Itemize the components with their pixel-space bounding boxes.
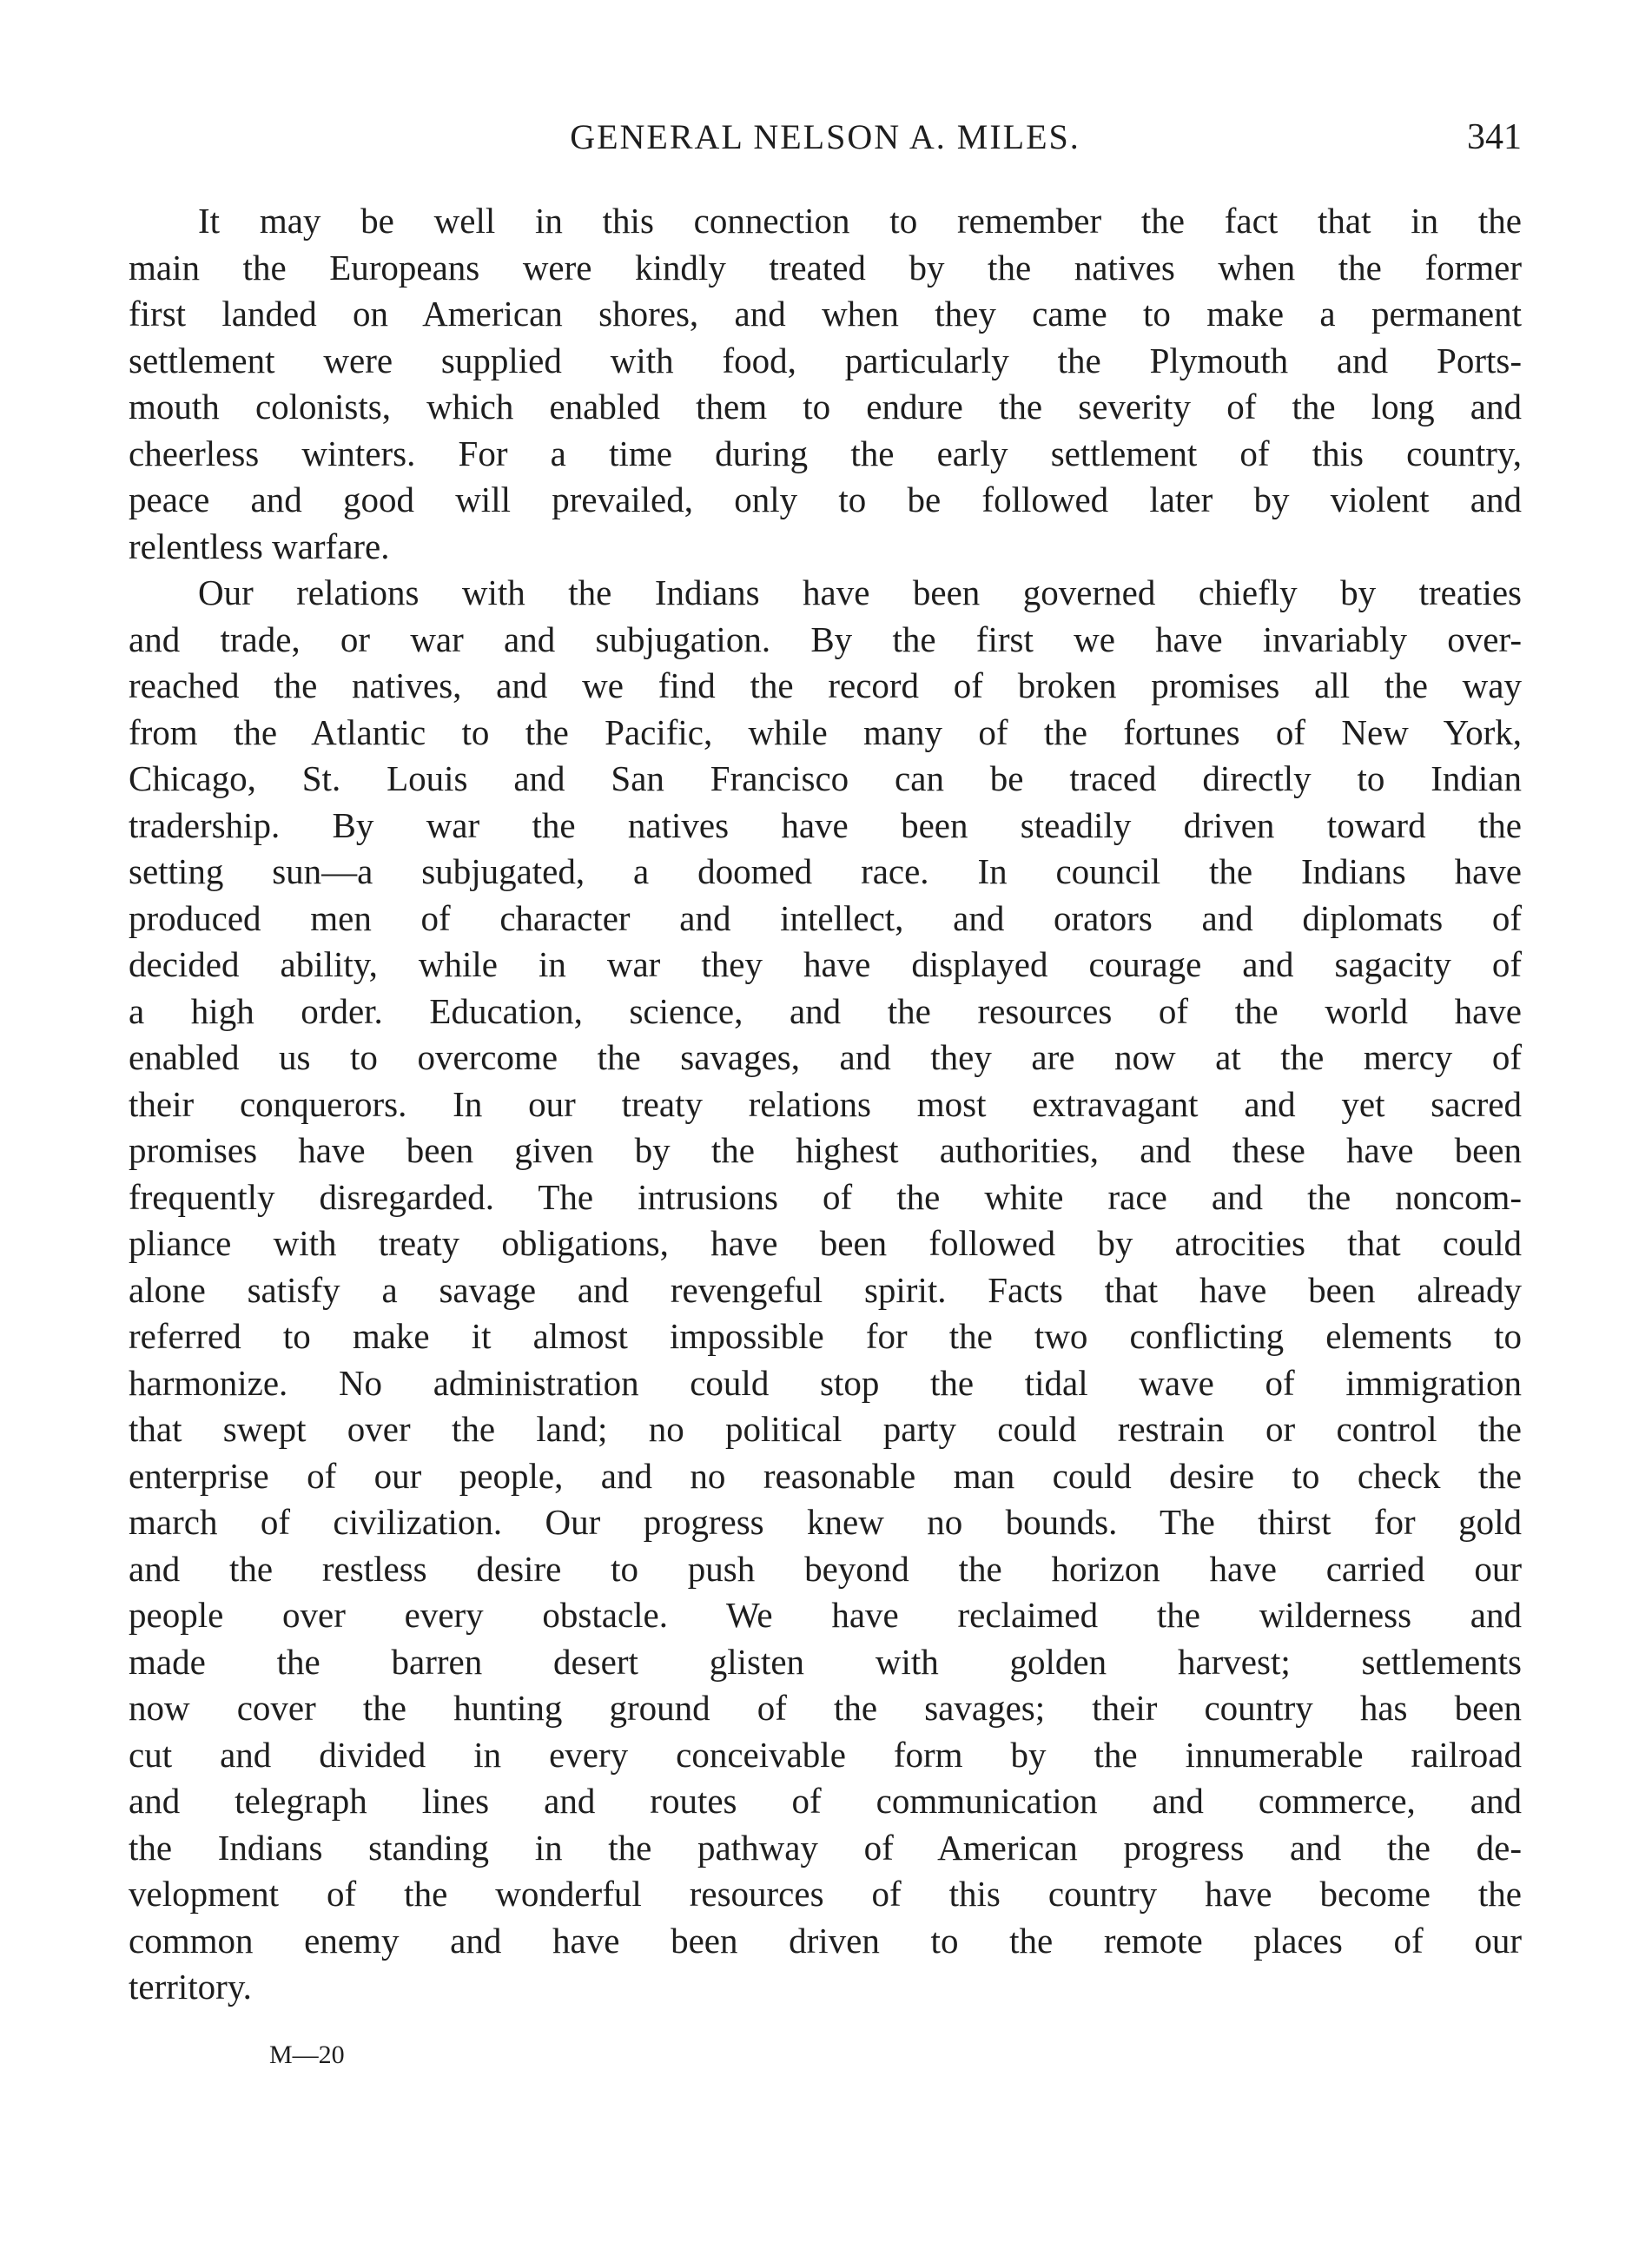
text-line: mouth colonists, which enabled them to endure the severity of the long and <box>129 387 1522 427</box>
text-line: velopment of the wonderful resources of this country have become the <box>129 1874 1522 1914</box>
text-line: decided ability, while in war they have displayed courage and sagacity of <box>129 944 1522 984</box>
text-line: reached the natives, and we find the record of broken promises all the way <box>129 665 1522 705</box>
text-line: pliance with treaty obligations, have been followed by atrocities that could <box>129 1223 1522 1263</box>
text-line: alone satisfy a savage and revengeful spirit. Facts that have been already <box>129 1269 1522 1310</box>
text-line: their conquerors. In our treaty relations most extravagant and yet sacred <box>129 1083 1522 1124</box>
text-line: from the Atlantic to the Pacific, while many of the fortunes of New York, <box>129 711 1522 752</box>
text-line: main the Europeans were kindly treated by the natives when the former <box>129 247 1522 288</box>
text-line: territory. <box>129 1967 252 2007</box>
text-line: peace and good will prevailed, only to be followed later by violent and <box>129 480 1522 519</box>
text-line: produced men of character and intellect, and orators and diplomats of <box>129 897 1522 938</box>
text-line: first landed on American shores, and when they came to make a permanent <box>129 294 1522 334</box>
body-text <box>129 198 1522 2011</box>
text-line: cut and divided in every conceivable form by the innumerable railroad <box>129 1734 1522 1775</box>
page-number: 341 <box>1467 117 1522 157</box>
text-line: and telegraph lines and routes of communication and commerce, and <box>129 1781 1522 1821</box>
text-line: referred to make it almost impossible for the two conflicting elements to <box>129 1316 1522 1356</box>
text-line: the Indians standing in the pathway of American progress and the de- <box>129 1827 1522 1868</box>
text-line: people over every obstacle. We have reclaimed the wilderness and <box>129 1595 1522 1635</box>
text-line: harmonize. No administration could stop the tidal wave of immigration <box>129 1362 1522 1403</box>
text-line: and the restless desire to push beyond the horizon have carried our <box>129 1548 1522 1589</box>
text-line: that swept over the land; no political party could restrain or control the <box>129 1409 1522 1449</box>
text-line: a high order. Education, science, and the resources of the world have <box>129 990 1522 1031</box>
text-line: Chicago, St. Louis and San Francisco can be traced directly to Indian <box>129 758 1522 798</box>
text-line: enterprise of our people, and no reasonable man could desire to check the <box>129 1455 1522 1496</box>
text-line: cheerless winters. For a time during the early settlement of this country, <box>129 433 1522 473</box>
text-line: Our relations with the Indians have been governed chiefly by treaties <box>198 572 1522 612</box>
text-line: now cover the hunting ground of the savages; their country has been <box>129 1688 1522 1728</box>
text-line: relentless warfare. <box>129 526 390 566</box>
text-line: settlement were supplied with food, particularly the Plymouth and Ports- <box>129 340 1522 380</box>
text-line: promises have been given by the highest authorities, and these have been <box>129 1130 1522 1170</box>
paragraph-1 <box>129 198 1522 570</box>
text-line: tradership. By war the natives have been steadily driven toward the <box>129 804 1522 845</box>
text-line: made the barren desert glisten with golden harvest; settlements <box>129 1641 1522 1682</box>
paragraph-2 <box>129 570 1522 2011</box>
running-head <box>129 111 1522 163</box>
text-line: It may be well in this connection to remember the fact that in the <box>198 201 1522 241</box>
text-line: frequently disregarded. The intrusions of the white race and the noncom- <box>129 1176 1522 1217</box>
signature-mark: M—20 <box>269 2040 345 2069</box>
text-line: enabled us to overcome the savages, and they are now at the mercy of <box>129 1037 1522 1077</box>
text-line: march of civilization. Our progress knew no bounds. The thirst for gold <box>129 1502 1522 1542</box>
text-line: setting sun—a subjugated, a doomed race. In council the Indians have <box>129 851 1522 891</box>
text-line: and trade, or war and subjugation. By the first we have invariably over- <box>129 618 1522 659</box>
running-title: GENERAL NELSON A. MILES. <box>570 117 1080 156</box>
text-line: common enemy and have been driven to the remote places of our <box>129 1920 1522 1961</box>
